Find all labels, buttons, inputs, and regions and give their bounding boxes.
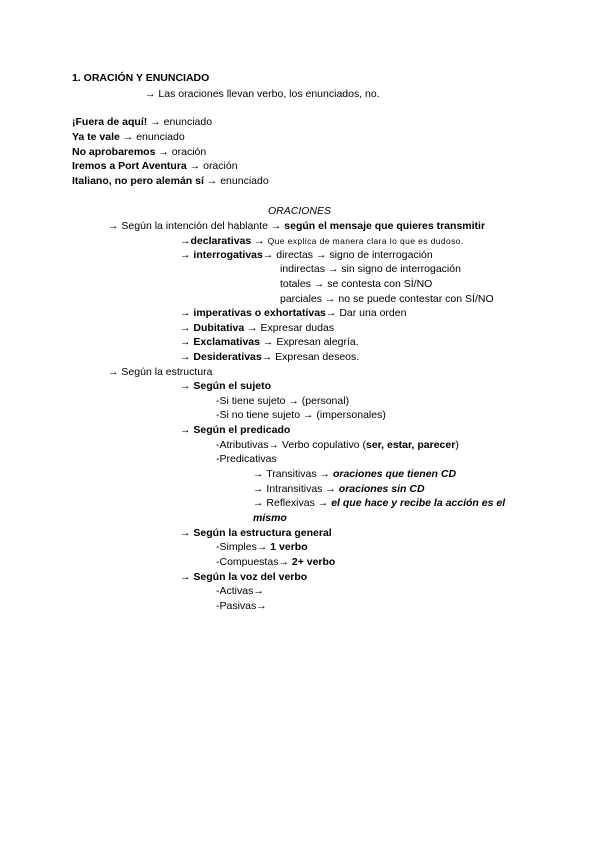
reflexivas-cont-line: mismo — [253, 512, 287, 524]
declarativas-line: →declarativas → Que explica de manera clara lo que es dudoso. — [180, 235, 464, 247]
intransitivas-line: → Intransitivas → oraciones sin CD — [253, 483, 425, 495]
parciales-line: parciales → no se puede contestar con SÍ/NO — [280, 293, 494, 305]
exclamativas-line: → Exclamativas → Expresan alegría. — [180, 336, 359, 348]
section-title: 1. ORACIÓN Y ENUNCIADO — [72, 72, 210, 84]
intencion-line: → Según la intención del hablante → según el mensaje que quieres transmitir — [108, 220, 486, 232]
example-line: ¡Fuera de aquí! → enunciado — [72, 116, 213, 128]
voz-line: → Según la voz del verbo — [180, 571, 308, 583]
desiderativas-line: → Desiderativas→ Expresan deseos. — [180, 351, 360, 363]
predicado-line: → Según el predicado — [180, 424, 291, 436]
imperativas-line: → imperativas o exhortativas→ Dar una orden — [180, 307, 407, 319]
transitivas-line: → Transitivas → oraciones que tienen CD — [253, 468, 457, 480]
pasivas-line: -Pasivas→ — [216, 600, 267, 612]
intro-line: → Las oraciones llevan verbo, los enunciados, no. — [145, 88, 380, 100]
example-line: No aprobaremos → oración — [72, 146, 207, 158]
con-sujeto-line: -Si tiene sujeto → (personal) — [216, 395, 350, 407]
reflexivas-line: → Reflexivas → el que hace y recibe la acción es el — [253, 497, 506, 509]
dubitativa-line: → Dubitativa → Expresar dudas — [180, 322, 335, 334]
compuestas-line: -Compuestas→ 2+ verbo — [216, 556, 336, 568]
atributivas-line: -Atributivas→ Verbo copulativo (ser, estar, parecer) — [216, 439, 459, 451]
simples-line: -Simples→ 1 verbo — [216, 541, 308, 553]
totales-line: totales → se contesta con SÍ/NO — [280, 278, 433, 290]
estructura-line: → Según la estructura — [108, 366, 213, 378]
indirectas-line: indirectas → sin signo de interrogación — [280, 263, 461, 275]
sujeto-line: → Según el sujeto — [180, 380, 272, 392]
sin-sujeto-line: -Si no tiene sujeto → (impersonales) — [216, 409, 386, 421]
predicativas-line: -Predicativas — [216, 453, 277, 465]
oraciones-heading: ORACIONES — [268, 205, 332, 217]
example-line: Ya te vale → enunciado — [72, 131, 185, 143]
example-line: Italiano, no pero alemán sí → enunciado — [72, 175, 269, 187]
interrogativas-line: → interrogativas→ directas → signo de interrogación — [180, 249, 433, 261]
activas-line: -Activas→ — [216, 585, 264, 597]
example-line: Iremos a Port Aventura → oración — [72, 160, 238, 172]
estructura-general-line: → Según la estructura general — [180, 527, 332, 539]
